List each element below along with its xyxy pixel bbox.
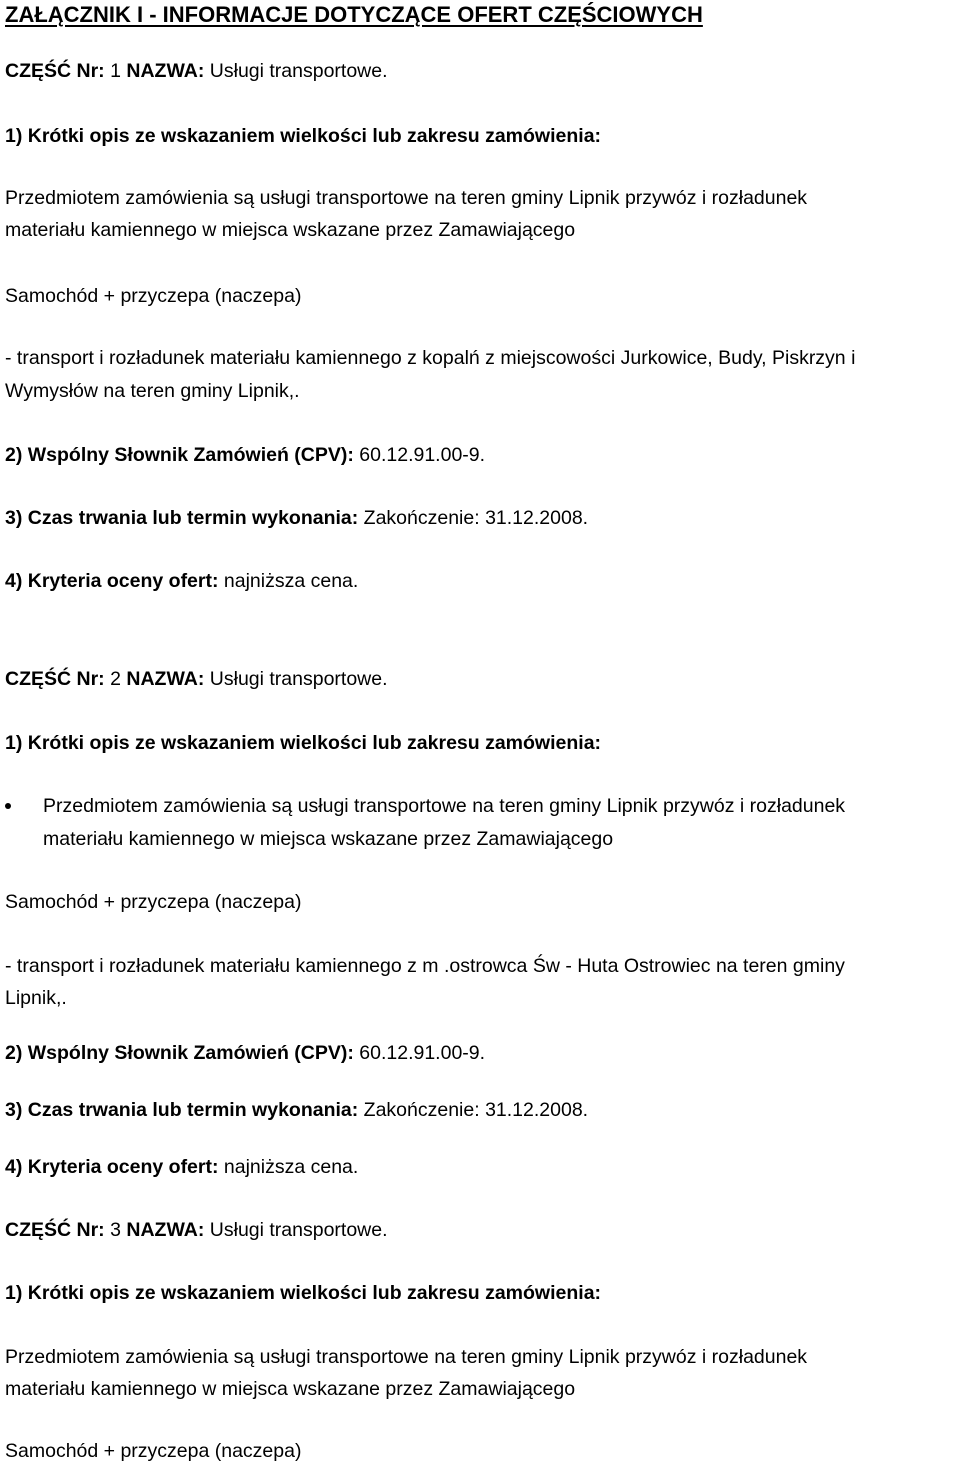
part-2-header: [5, 667, 388, 691]
cpv-label: 2) Wspólny Słownik Zamówień (CPV):: [5, 444, 354, 466]
part-number: 3: [110, 1219, 121, 1241]
part-2-desc-line-1: Przedmiotem zamówienia są usługi transportowe na teren gminy Lipnik przywóz i rozładunek: [43, 795, 846, 817]
part-2-cpv: [5, 1041, 485, 1065]
cpv-value: 60.12.91.00-9.: [359, 444, 486, 466]
page-title: ZAŁĄCZNIK I - INFORMACJE DOTYCZĄCE OFERT CZĘŚCIOWYCH: [5, 2, 703, 27]
part-1-header: [5, 59, 388, 83]
part-2-transport-line-2: Lipnik,.: [5, 987, 67, 1009]
part-name-label: NAZWA:: [126, 1219, 205, 1241]
part-name-label: NAZWA:: [126, 60, 205, 82]
part-number-label: CZĘŚĆ Nr:: [5, 668, 105, 690]
cpv-label: 2) Wspólny Słownik Zamówień (CPV):: [5, 1042, 354, 1064]
part-2-criteria: [5, 1155, 358, 1179]
part-name: Usługi transportowe.: [209, 668, 388, 690]
part-2-time: [5, 1098, 588, 1122]
part-1-transport-line-2: Wymysłów na teren gminy Lipnik,.: [5, 380, 300, 402]
part-1-time: [5, 506, 588, 530]
part-3-desc-heading: 1) Krótki opis ze wskazaniem wielkości lub zakresu zamówienia:: [5, 1282, 602, 1304]
cpv-value: 60.12.91.00-9.: [359, 1042, 486, 1064]
part-1-desc-line-2: materiału kamiennego w miejsca wskazane przez Zamawiającego: [5, 219, 576, 241]
criteria-value: najniższa cena.: [223, 1156, 359, 1178]
part-name-label: NAZWA:: [126, 668, 205, 690]
part-number-label: CZĘŚĆ Nr:: [5, 1219, 105, 1241]
part-1-vehicle: Samochód + przyczepa (naczepa): [5, 285, 302, 307]
part-number: 1: [110, 60, 121, 82]
time-value: Zakończenie: 31.12.2008.: [363, 1099, 589, 1121]
part-3-desc-line-2: materiału kamiennego w miejsca wskazane przez Zamawiającego: [5, 1378, 576, 1400]
part-2-desc-heading: 1) Krótki opis ze wskazaniem wielkości lub zakresu zamówienia:: [5, 732, 602, 754]
bullet-icon: [5, 803, 11, 809]
part-2-vehicle: Samochód + przyczepa (naczepa): [5, 891, 302, 913]
part-number: 2: [110, 668, 121, 690]
part-number-label: CZĘŚĆ Nr:: [5, 60, 105, 82]
part-name: Usługi transportowe.: [209, 60, 388, 82]
part-1-cpv: [5, 443, 485, 467]
part-name: Usługi transportowe.: [209, 1219, 388, 1241]
part-1-desc-line-1: Przedmiotem zamówienia są usługi transportowe na teren gminy Lipnik przywóz i rozładunek: [5, 187, 808, 209]
time-value: Zakończenie: 31.12.2008.: [363, 507, 589, 529]
criteria-label: 4) Kryteria oceny ofert:: [5, 570, 219, 592]
part-1-desc-heading: 1) Krótki opis ze wskazaniem wielkości lub zakresu zamówienia:: [5, 125, 602, 147]
part-1-transport-line-1: - transport i rozładunek materiału kamiennego z kopalń z miejscowości Jurkowice, Budy, Piskrzyn i: [5, 347, 856, 369]
part-1-criteria: [5, 569, 358, 593]
time-label: 3) Czas trwania lub termin wykonania:: [5, 1099, 359, 1121]
part-2-transport-line-1: - transport i rozładunek materiału kamiennego z m .ostrowca Św - Huta Ostrowiec na teren gminy: [5, 955, 845, 977]
part-3-vehicle: Samochód + przyczepa (naczepa): [5, 1440, 302, 1462]
part-2-desc-line-2: materiału kamiennego w miejsca wskazane przez Zamawiającego: [43, 828, 614, 850]
criteria-value: najniższa cena.: [223, 570, 359, 592]
criteria-label: 4) Kryteria oceny ofert:: [5, 1156, 219, 1178]
part-3-header: [5, 1218, 388, 1242]
time-label: 3) Czas trwania lub termin wykonania:: [5, 507, 359, 529]
part-3-desc-line-1: Przedmiotem zamówienia są usługi transportowe na teren gminy Lipnik przywóz i rozładunek: [5, 1346, 808, 1368]
